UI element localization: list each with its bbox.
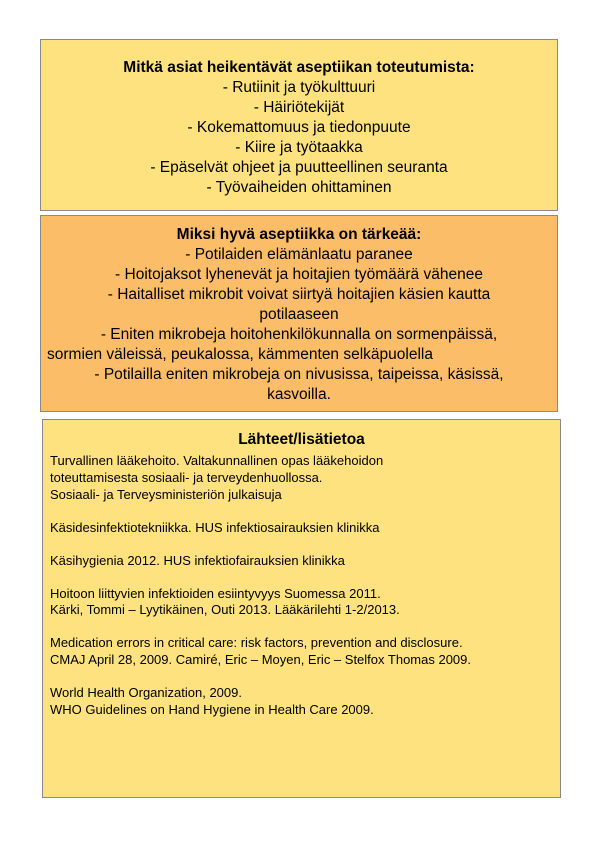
list-item: - Kokemattomuus ja tiedonpuute [187,119,411,136]
reference-line: Sosiaali- ja Terveysministeriön julkaisuja [50,486,282,502]
reference-line: WHO Guidelines on Hand Hygiene in Health Care 2009. [50,701,374,717]
list-item: - Potilailla eniten mikrobeja on nivusissa, taipeissa, käsissä, [94,366,504,383]
reference-list [43,453,560,719]
list-item-continuation: potilaaseen [259,306,339,323]
list-item-continuation: sormien väleissä, peukalossa, kämmenten selkäpuolella [47,346,433,363]
box-why-aseptics-important [40,215,558,412]
reference-item [50,586,560,620]
box1-title: Mitkä asiat heikentävät aseptiikan toteutumista: [123,59,475,76]
reference-line: World Health Organization, 2009. [50,685,242,701]
reference-item [50,635,560,669]
reference-item [50,520,560,537]
box-aseptics-weakening-factors [40,39,558,211]
list-item: - Häiriötekijät [253,99,345,116]
reference-item [50,685,560,719]
reference-line: CMAJ April 28, 2009. Camiré, Eric – Moyen, Eric – Stelfox Thomas 2009. [50,652,471,668]
list-item: - Haitalliset mikrobit voivat siirtyä hoitajien käsien kautta [107,286,491,303]
list-item: - Kiire ja työtaakka [235,139,363,156]
reference-line: Käsidesinfektiotekniikka. HUS infektiosairauksien klinikka [50,519,380,535]
list-item: - Potilaiden elämänlaatu paranee [185,246,413,263]
reference-item [50,453,560,503]
list-item: - Rutiinit ja työkulttuuri [222,79,376,96]
reference-line: Medication errors in critical care: risk factors, prevention and disclosure. [50,635,463,651]
reference-line: Turvallinen lääkehoito. Valtakunnallinen opas lääkehoidon [50,453,384,468]
list-item: - Epäselvät ohjeet ja puutteellinen seuranta [150,159,448,176]
list-item: - Hoitojaksot lyhenevät ja hoitajien työmäärä vähenee [115,266,483,283]
reference-line: Kärki, Tommi – Lyytikäinen, Outi 2013. Lääkärilehti 1-2/2013. [50,602,400,618]
list-item-continuation: kasvoilla. [267,386,331,403]
box-sources [42,419,561,798]
list-item: - Työvaiheiden ohittaminen [206,179,392,196]
reference-item [50,553,560,570]
reference-line: Hoitoon liittyvien infektioiden esiintyvyys Suomessa 2011. [50,585,381,601]
list-item: - Eniten mikrobeja hoitohenkilökunnalla on sormenpäissä, [100,326,498,343]
reference-line: toteuttamisesta sosiaali- ja terveydenhuollossa. [50,469,323,485]
reference-line: Käsihygienia 2012. HUS infektiofairauksien klinikka [50,552,345,568]
box3-title: Lähteet/lisätietoa [238,431,365,448]
box2-title: Miksi hyvä aseptiikka on tärkeää: [176,226,422,243]
